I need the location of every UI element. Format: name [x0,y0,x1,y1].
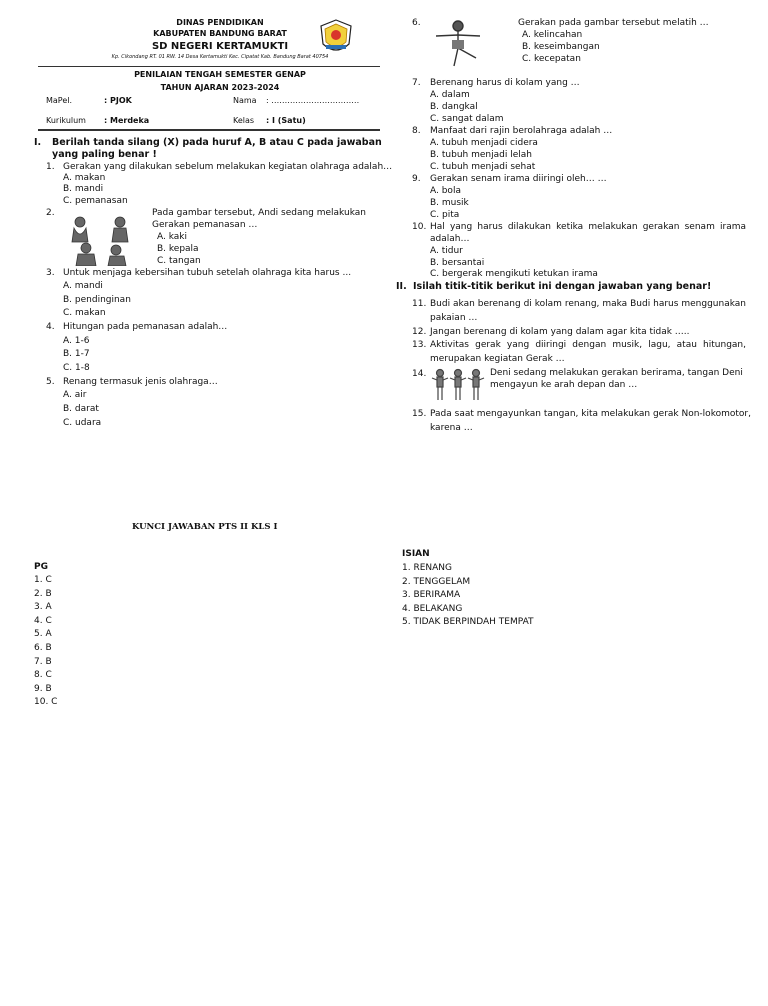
isian-answer: 2. TENGGELAM [402,576,471,587]
kurikulum-value: : Merdeka [104,116,150,125]
mapel-label: MaPel. [46,96,73,105]
q7-num: 7. [412,78,421,88]
q1-text: Gerakan yang dilakukan sebelum melakukan kegiatan olahraga adalah… [63,162,393,172]
q10-num: 10. [412,222,427,232]
q9-option-a[interactable]: A. bola [430,186,461,196]
q15-text1: Pada saat mengayunkan tangan, kita melakukan gerak Non-lokomotor, [430,409,751,419]
school-logo [318,18,354,58]
kelas-value: : I (Satu) [266,116,306,125]
q9-text: Gerakan senam irama diiringi oleh… … [430,174,607,184]
pg-answer: 5. A [34,629,52,640]
school-name: SD NEGERI KERTAMUKTI [151,41,289,52]
q11-num: 11. [412,299,427,309]
stretching-figures-image [66,212,138,266]
pg-answer: 1. C [34,575,52,585]
q3-num: 3. [46,268,55,278]
q8-text: Manfaat dari rajin berolahraga adalah … [430,126,613,136]
pg-answer: 7. B [34,656,52,667]
q12-text: Jangan berenang di kolam yang dalam agar kita tidak ….. [430,327,690,337]
q13-text1: Aktivitas gerak yang diiringi dengan musik, lagu, atau hitungan, [430,340,746,350]
pg-answer: 8. C [34,670,52,681]
q13-num: 13. [412,340,427,350]
q14-text1: Deni sedang melakukan gerakan berirama, tangan Deni [490,368,743,378]
q9-num: 9. [412,174,421,184]
q3-option-a[interactable]: A. mandi [63,281,103,291]
q6-text: Gerakan pada gambar tersebut melatih … [518,18,709,28]
q10-option-b[interactable]: B. bersantai [430,258,485,268]
q6-option-b[interactable]: B. keseimbangan [522,42,600,52]
q5-option-a[interactable]: A. air [63,390,87,400]
q8-option-c[interactable]: C. tubuh menjadi sehat [430,162,536,172]
pg-answer: 9. B [34,683,52,694]
q8-option-a[interactable]: A. tubuh menjadi cidera [430,138,538,148]
balancing-figure-image [430,18,486,70]
q2-option-c[interactable]: C. tangan [157,256,201,266]
q2-num: 2. [46,208,55,218]
nama-label: Nama [233,96,257,105]
q2-option-a[interactable]: A. kaki [157,232,188,242]
pg-answer: 4. C [34,615,52,626]
q9-option-c[interactable]: C. pita [430,210,460,220]
q3-option-b[interactable]: B. pendinginan [63,295,131,305]
q10-option-a[interactable]: A. tidur [430,246,463,256]
q14-text2: mengayun ke arah depan dan … [490,380,638,390]
q6-option-c[interactable]: C. kecepatan [522,54,581,64]
section2-num: II. [396,281,407,292]
pg-answer: 3. A [34,602,52,613]
pg-answer: 2. B [34,588,52,599]
q4-option-a[interactable]: A. 1-6 [63,336,90,346]
q10-option-c[interactable]: C. bergerak mengikuti ketukan irama [430,269,598,279]
header-line1: DINAS PENDIDIKAN [176,18,264,27]
q5-option-b[interactable]: B. darat [63,404,99,414]
q1-option-b[interactable]: B. mandi [63,184,104,194]
q4-num: 4. [46,322,55,332]
isian-label: ISIAN [402,549,430,559]
pg-answer-list [34,575,57,711]
q5-num: 5. [46,377,55,387]
q5-text: Renang termasuk jenis olahraga… [63,377,218,387]
isian-answer: 4. BELAKANG [402,603,463,614]
q7-option-a[interactable]: A. dalam [430,90,470,100]
q10-text1: Hal yang harus dilakukan ketika melakukan gerakan senam irama [430,222,746,232]
q4-text: Hitungan pada pemanasan adalah… [63,322,228,332]
school-address: Kp. Cikondang RT. 01 RW. 14 Desa Kertamukti Kec. Cipatat Kab. Bandung Barat 40754 [111,54,329,60]
q11-text1: Budi akan berenang di kolam renang, maka Budi harus menggunakan [430,299,746,309]
q2-text2: Gerakan pemanasan … [152,220,258,230]
kurikulum-label: Kurikulum [46,116,86,125]
q7-option-c[interactable]: C. sangat dalam [430,114,504,124]
pg-label: PG [34,562,48,572]
header-line2: KABUPATEN BANDUNG BARAT [153,29,287,38]
q5-option-c[interactable]: C. udara [63,418,102,428]
q10-text2: adalah… [430,234,470,244]
kelas-label: Kelas [233,116,255,125]
q3-text: Untuk menjaga kebersihan tubuh setelah olahraga kita harus ... [63,268,352,278]
swinging-arms-figures-image [430,368,486,404]
q4-option-b[interactable]: B. 1-7 [63,349,90,359]
nama-value[interactable]: : …………………………… [266,96,360,105]
section1-line1: Berilah tanda silang (X) pada huruf A, B atau C pada jawaban [52,137,382,148]
exam-year: TAHUN AJARAN 2023-2024 [160,83,280,92]
exam-title: PENILAIAN TENGAH SEMESTER GENAP [134,70,306,79]
q9-option-b[interactable]: B. musik [430,198,469,208]
q13-text2: merupakan kegiatan Gerak … [430,354,565,364]
pg-answer: 6. B [34,642,52,653]
isian-answer: 1. RENANG [402,563,452,573]
q15-text2: karena … [430,423,473,433]
q6-num: 6. [412,18,421,28]
isian-answer: 3. BERIRAMA [402,590,461,601]
q7-text: Berenang harus di kolam yang … [430,78,580,88]
q4-option-c[interactable]: C. 1-8 [63,363,90,373]
isian-answer: 5. TIDAK BERPINDAH TEMPAT [402,617,534,628]
q12-num: 12. [412,327,427,337]
mapel-value: : PJOK [104,96,132,105]
q1-option-c[interactable]: C. pemanasan [63,196,128,206]
q3-option-c[interactable]: C. makan [63,308,106,318]
pg-answer: 10. C [34,697,58,708]
q15-num: 15. [412,409,427,419]
q14-num: 14. [412,369,427,379]
q11-text2: pakaian … [430,313,478,323]
q1-option-a[interactable]: A. makan [63,173,106,183]
section1-num: I. [34,137,42,148]
q8-num: 8. [412,126,421,136]
q8-option-b[interactable]: B. tubuh menjadi lelah [430,150,532,160]
q7-option-b[interactable]: B. dangkal [430,102,478,112]
section2-text: Isilah titik-titik berikut ini dengan jawaban yang benar! [413,281,712,292]
answer-key-title: KUNCI JAWABAN PTS II KLS I [132,522,278,532]
q6-option-a[interactable]: A. kelincahan [522,30,583,40]
q2-text1: Pada gambar tersebut, Andi sedang melakukan [152,208,366,218]
q1-num: 1. [46,162,55,172]
q2-option-b[interactable]: B. kepala [157,244,199,254]
section1-line2: yang paling benar ! [52,149,157,160]
isian-answer-list [402,563,534,631]
